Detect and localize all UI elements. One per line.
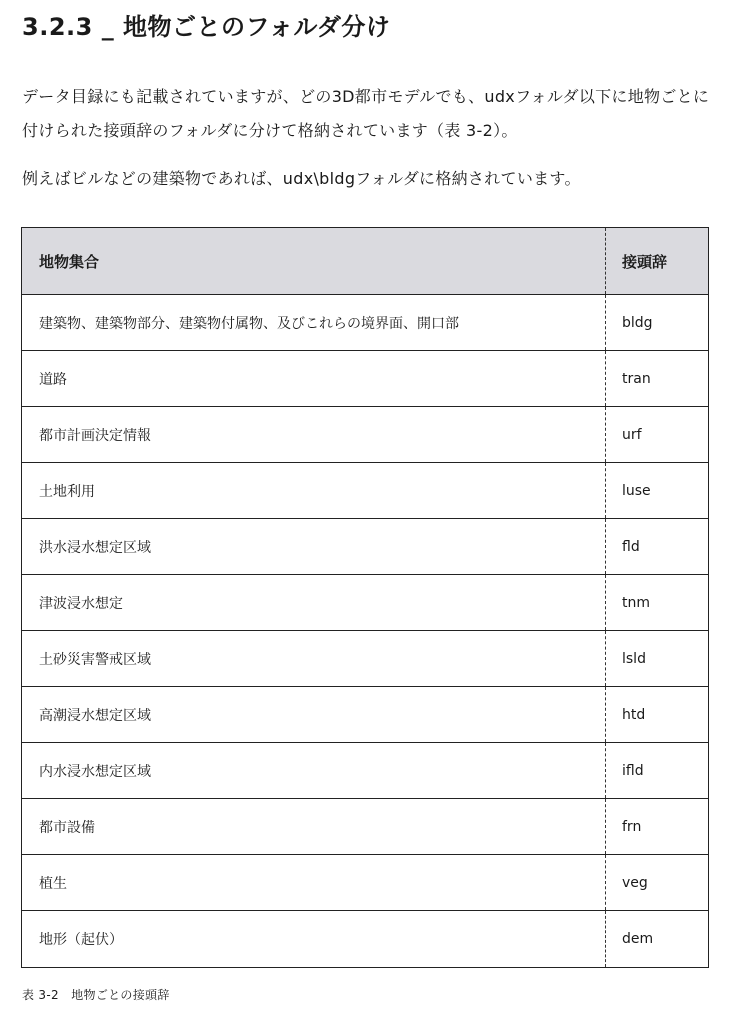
intro-paragraph: データ目録にも記載されていますが、どの3D都市モデルでも、udxフォルダ以下に地物ごとに付けられた接頭辞のフォルダに分けて格納されています（表 3-2）。 (22, 87, 710, 140)
prefix-cell: luse (605, 463, 708, 518)
section-heading: 3.2.3 _ 地物ごとのフォルダ分け (22, 13, 391, 41)
feature-collection-cell: 土砂災害警戒区域 (39, 651, 151, 668)
prefix-cell: htd (605, 687, 708, 742)
prefix-cell: lsld (605, 631, 708, 686)
table-row (22, 743, 708, 799)
header-prefix: 接頭辞 (605, 228, 708, 294)
table-body (22, 295, 708, 967)
prefix-cell: tnm (605, 575, 708, 630)
feature-collection-cell: 地形（起伏） (39, 932, 123, 948)
table-row (22, 463, 708, 519)
table-row (22, 519, 708, 575)
table-row (22, 799, 708, 855)
prefix-table (21, 227, 709, 968)
feature-collection-cell: 建築物、建築物部分、建築物付属物、及びこれらの境界面、開口部 (39, 315, 459, 332)
prefix-cell: fld (605, 519, 708, 574)
table-row (22, 407, 708, 463)
example-paragraph: 例えばビルなどの建築物であれば、udx\bldgフォルダに格納されています。 (22, 169, 581, 188)
feature-collection-cell: 道路 (39, 371, 67, 388)
prefix-cell: urf (605, 407, 708, 462)
feature-collection-cell: 植生 (39, 875, 67, 892)
table-header-row (22, 228, 708, 295)
prefix-cell: frn (605, 799, 708, 854)
feature-collection-cell: 洪水浸水想定区域 (39, 539, 151, 556)
feature-collection-cell: 都市計画決定情報 (39, 427, 151, 444)
table-row (22, 575, 708, 631)
feature-collection-cell: 土地利用 (39, 483, 95, 500)
prefix-cell: tran (605, 351, 708, 406)
header-feature-collection: 地物集合 (39, 252, 100, 271)
prefix-cell: veg (605, 855, 708, 910)
prefix-cell: ifld (605, 743, 708, 798)
feature-collection-cell: 津波浸水想定 (39, 595, 123, 612)
feature-collection-cell: 都市設備 (39, 819, 95, 836)
prefix-cell: dem (605, 911, 708, 967)
table-row (22, 351, 708, 407)
prefix-cell: bldg (605, 295, 708, 350)
table-row (22, 687, 708, 743)
table-caption: 表 3-2 地物ごとの接頭辞 (22, 988, 170, 1002)
feature-collection-cell: 内水浸水想定区域 (39, 763, 151, 780)
table-row (22, 911, 708, 967)
table-row (22, 295, 708, 351)
feature-collection-cell: 高潮浸水想定区域 (39, 707, 151, 724)
table-row (22, 855, 708, 911)
table-row (22, 631, 708, 687)
